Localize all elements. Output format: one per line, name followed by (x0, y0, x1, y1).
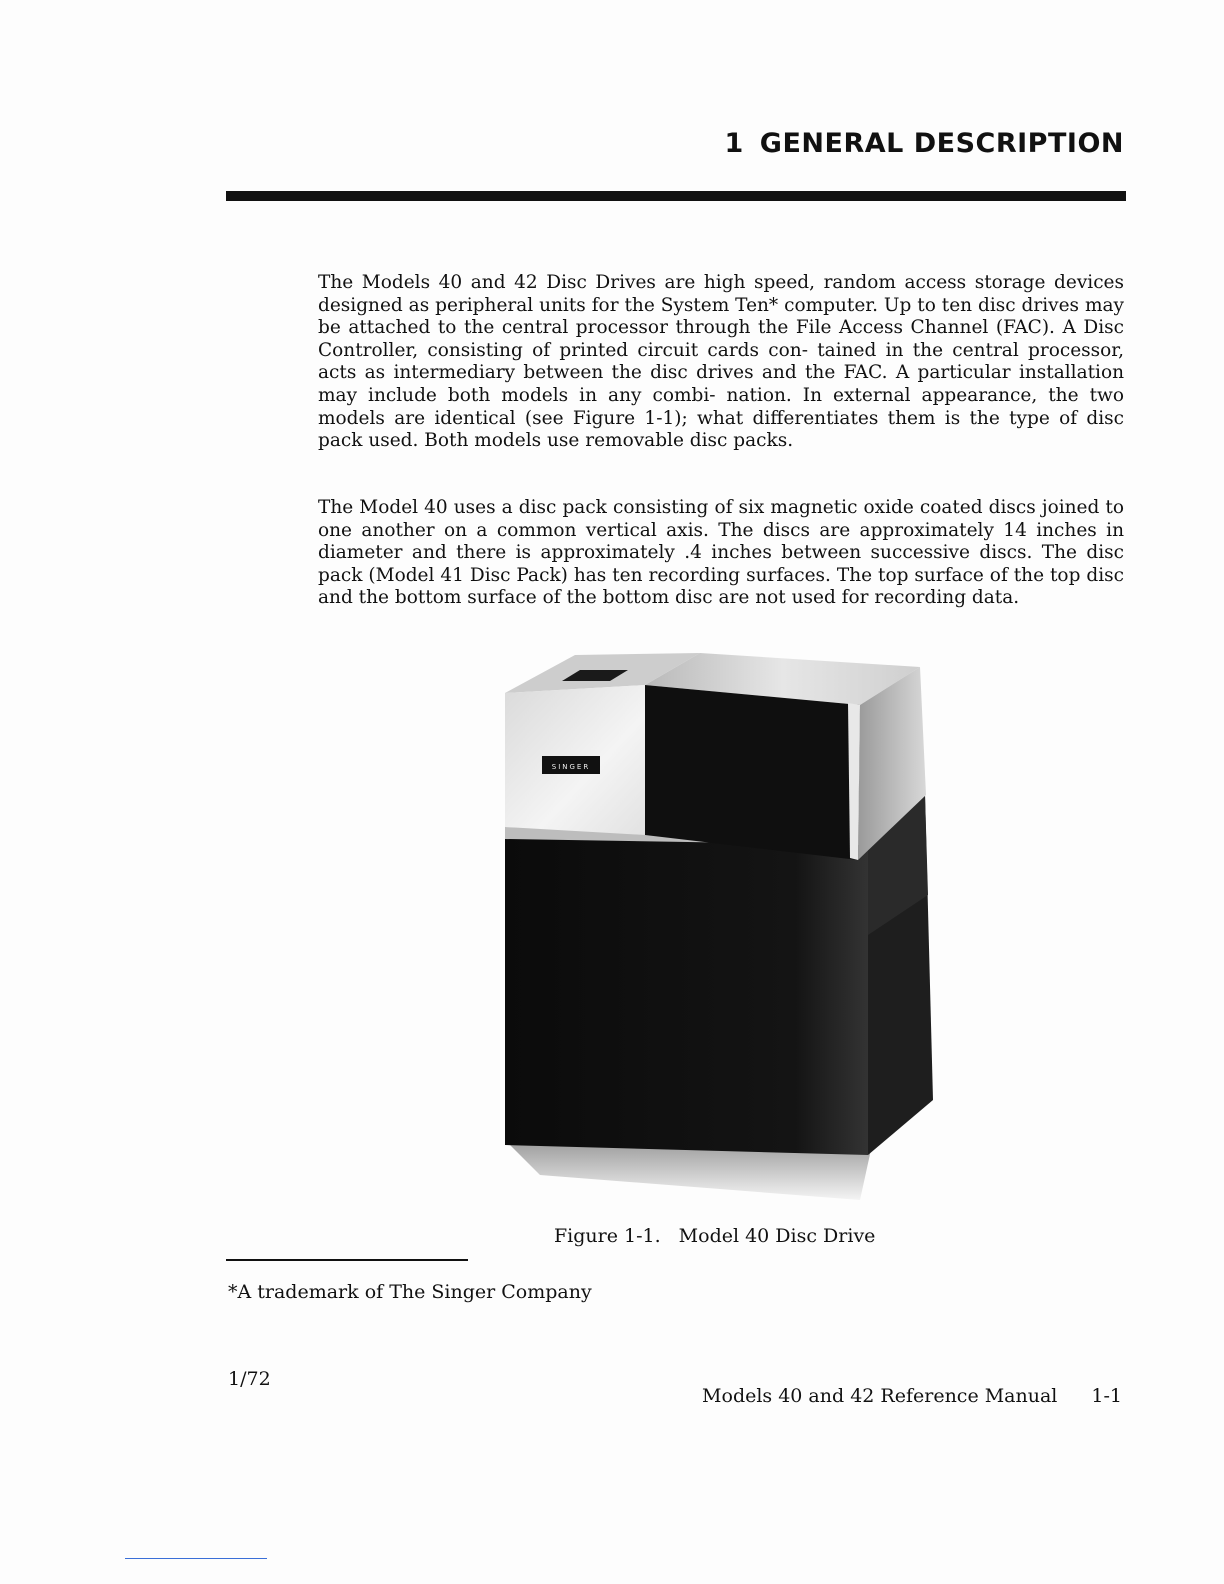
scan-artifact-line (125, 1558, 267, 1559)
disc-drive-photo (500, 645, 940, 1205)
page-footer (702, 1385, 1122, 1407)
footnote: *A trademark of The Singer Company (228, 1281, 592, 1303)
disc-pack-lid (645, 653, 926, 860)
chapter-heading (725, 128, 1125, 159)
manual-title: Models 40 and 42 Reference Manual (702, 1385, 1058, 1407)
footnote-rule (226, 1259, 468, 1261)
figure-title: Model 40 Disc Drive (678, 1225, 876, 1247)
nameplate-label: SINGER (551, 763, 591, 771)
model-40-paragraph: The Model 40 uses a disc pack consisting of six magnetic oxide coated discs joined to one another on a common vertical axis. The discs are approximately 14 inches in diameter and there is approximately .4 inches between successive discs. The disc pack (Model 41 Disc Pack) has ten recording surfaces. The top surface of the top disc and the bottom surface of the bottom disc are not used for recording data. (318, 497, 1124, 609)
heading-rule (226, 191, 1126, 201)
chapter-number: 1 (724, 128, 744, 159)
intro-paragraph: The Models 40 and 42 Disc Drives are high speed, random access storage devices designed as peripheral units for the System Ten* computer. Up to ten disc drives may be attached to the central processor through the File Access Channel (FAC). A Disc Controller, consisting of printed circuit cards con- tained in the central processor, acts as intermediary between the disc drives and the FAC. A particular installation may include both models in any combi- nation. In external appearance, the two models are identical (see Figure 1-1); what differentiates them is the type of disc pack used. Both models use removable disc packs. (318, 272, 1124, 452)
chapter-title: GENERAL DESCRIPTION (759, 128, 1124, 159)
page-number: 1-1 (1091, 1385, 1122, 1407)
figure-caption (554, 1225, 875, 1247)
figure-number: Figure 1-1. (554, 1225, 661, 1247)
revision-date: 1/72 (228, 1368, 271, 1390)
